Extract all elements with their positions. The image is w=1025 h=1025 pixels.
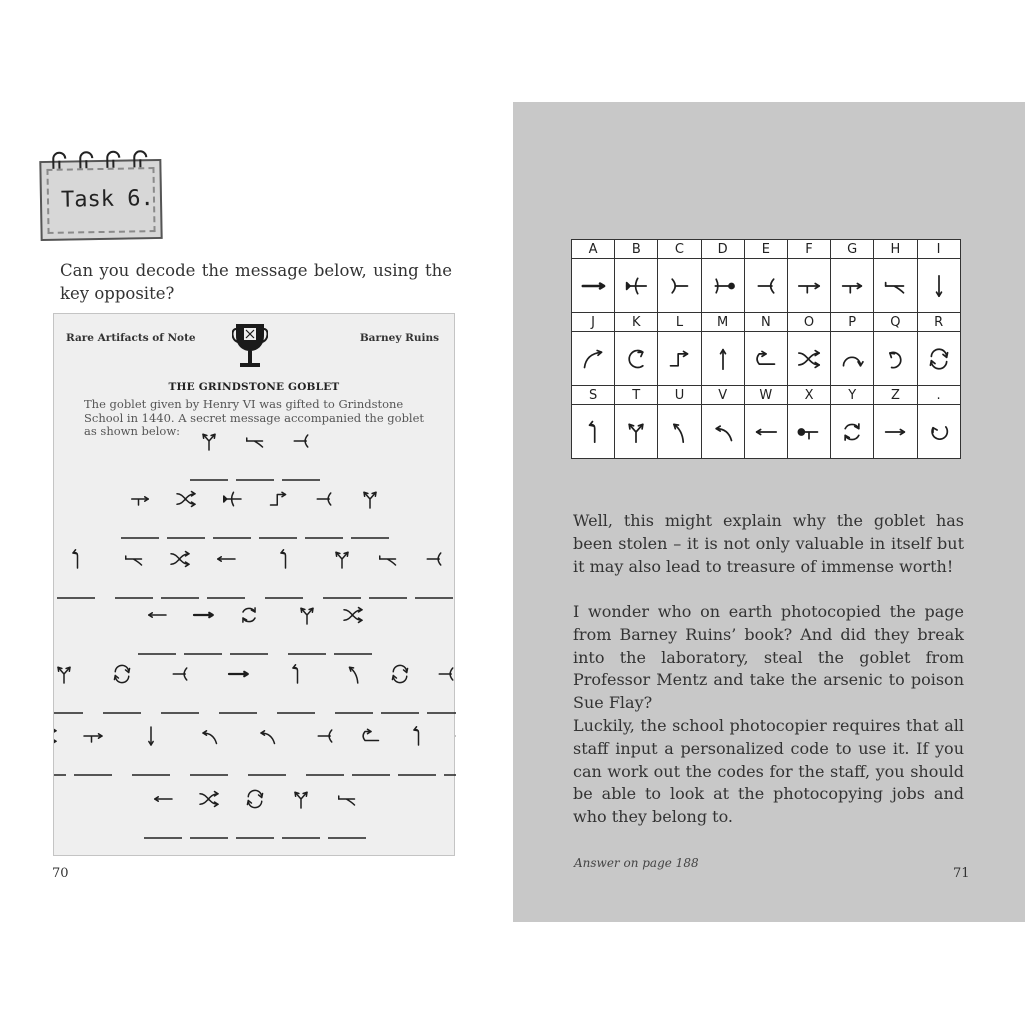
key-symbol [744,332,787,386]
cipher-glyph-icon [576,342,610,376]
key-symbol [701,259,744,313]
key-symbol [874,332,917,386]
cipher-symbol [271,492,286,505]
cipher-symbol [126,556,142,565]
cipher-glyph-icon [792,269,826,303]
cipher-symbol [132,497,149,505]
cipher-symbol [243,608,255,622]
cipher-message [54,314,456,857]
key-symbol [874,405,917,459]
key-symbol [787,405,830,459]
key-symbol [917,259,960,313]
key-symbol [615,332,658,386]
cipher-symbol [392,665,407,682]
cipher-symbol [218,557,235,561]
key-letter: C [658,240,701,259]
cipher-glyph-icon [706,342,740,376]
cipher-symbol [114,665,129,682]
cipher-symbol [439,668,453,680]
key-letter: V [701,386,744,405]
key-letter: S [572,386,615,405]
cipher-glyph-icon [792,342,826,376]
paragraph-1: Well, this might explain why the goblet has been stolen – it is not only valuable in itself but it may also lead to treasure of immense worth! [573,511,964,576]
cipher-symbol [336,552,348,568]
key-symbol [658,259,701,313]
key-symbol [787,259,830,313]
cipher-glyph-icon [576,415,610,449]
key-letter: . [917,386,960,405]
book-clipping [53,313,455,856]
key-letter: U [658,386,701,405]
key-letter: E [744,240,787,259]
cipher-symbol [171,552,189,567]
cipher-glyph-icon [878,342,912,376]
key-letter: A [572,240,615,259]
key-letter: L [658,313,701,332]
cipher-symbol [229,672,248,676]
cipher-glyph-icon [922,415,956,449]
key-letter: N [744,313,787,332]
key-symbol [787,332,830,386]
key-symbol [658,405,701,459]
cipher-glyph-icon [835,342,869,376]
cipher-symbol [224,492,241,506]
cipher-symbol [149,613,166,617]
key-letter: B [615,240,658,259]
left-page [0,0,512,1025]
key-symbol-row [572,332,961,386]
key-letter: H [874,240,917,259]
cipher-symbol [200,792,218,807]
cipher-symbol [155,797,172,801]
cipher-glyph-icon [749,415,783,449]
cipher-symbol [339,796,355,805]
cipher-symbol [203,731,217,744]
cipher-symbol [203,434,215,450]
key-letter: Y [831,386,874,405]
cipher-glyph-icon [619,342,653,376]
key-letter: X [787,386,830,405]
cipher-glyph-icon [576,269,610,303]
key-symbol [701,332,744,386]
cipher-symbol [301,608,313,624]
cipher-glyph-icon [619,415,653,449]
task-question: Can you decode the message below, using the key opposite? [60,261,452,303]
cipher-symbol [261,731,275,744]
cipher-symbol [363,729,378,740]
cipher-symbol [58,667,70,683]
cipher-symbol [427,553,441,565]
page-number-left: 70 [52,866,69,881]
key-letter: M [701,313,744,332]
clipping-text: The goblet given by Henry VI was gifted to Grindstone School in 1440. A secret message accompanied the goblet as shown below: [84,397,425,438]
clipping-title: THE GRINDSTONE GOBLET [168,381,340,393]
paragraph-2: I wonder who on earth photocopied the page from Barney Ruins’ book? And did they break into the laboratory, steal the goblet from Professor Mentz and take the arsenic to poison Sue Flay? [573,602,964,713]
task-title: Task 6. [60,186,154,213]
cipher-symbol [73,550,78,568]
key-letter: P [831,313,874,332]
cipher-symbol [350,667,358,683]
key-letter: K [615,313,658,332]
key-letter: G [831,240,874,259]
key-letter-row [572,386,961,405]
cipher-glyph-icon [878,415,912,449]
cipher-symbol [293,665,298,683]
cipher-glyph-icon [835,415,869,449]
cipher-symbol [317,493,331,505]
cipher-glyph-icon [835,269,869,303]
cipher-glyph-icon [662,269,696,303]
cipher-glyph-icon [922,342,956,376]
page-number-right: 71 [953,866,970,881]
answer-reference: Answer on page 188 [574,856,699,870]
key-letter: D [701,240,744,259]
key-symbol [572,405,615,459]
key-symbol [831,405,874,459]
right-page [513,102,1025,922]
cipher-symbol [54,729,56,744]
cipher-glyph-icon [749,342,783,376]
key-symbol [701,405,744,459]
cipher-symbol [295,792,307,808]
cipher-glyph-icon [792,415,826,449]
key-letter: F [787,240,830,259]
key-symbol [917,332,960,386]
cipher-glyph-icon [749,269,783,303]
key-symbol [615,259,658,313]
key-letter-row [572,240,961,259]
task-tag [39,159,162,241]
cipher-symbol [344,608,362,623]
cipher-symbol [194,613,213,617]
key-letter: I [917,240,960,259]
key-symbol [917,405,960,459]
key-symbol [658,332,701,386]
clipping-author: Barney Ruins [359,332,439,344]
cipher-symbol [364,492,376,508]
cipher-symbol [173,668,187,680]
key-letter-row [572,313,961,332]
cipher-symbol [149,727,153,745]
key-letter: T [615,386,658,405]
cipher-symbol [84,734,102,742]
clipping-series-title: Rare Artifacts of Note [66,332,196,344]
cipher-glyph-icon [706,269,740,303]
cipher-symbol [281,550,286,568]
key-symbol [744,405,787,459]
key-letter: Z [874,386,917,405]
cipher-glyph-icon [662,415,696,449]
cipher-symbol [318,730,332,742]
key-letter: R [917,313,960,332]
cipher-symbol [247,790,262,807]
key-letter: J [572,313,615,332]
cipher-glyph-icon [619,269,653,303]
key-symbol [874,259,917,313]
cipher-symbol [247,438,263,447]
key-symbol-row [572,405,961,459]
key-symbol [572,259,615,313]
key-symbol [831,259,874,313]
cipher-symbol [294,435,308,447]
cipher-key-table [571,239,961,459]
cipher-glyph-icon [706,415,740,449]
cipher-symbol [177,492,195,507]
paragraph-3: Luckily, the school photocopier requires that all staff input a personalized code to use it. If you can work out the codes for the staff, you should be able to look at the photocopying jobs and who they belong to. [573,716,964,827]
key-symbol [831,332,874,386]
cipher-glyph-icon [662,342,696,376]
key-symbol [572,332,615,386]
key-symbol [744,259,787,313]
cipher-symbol [414,727,419,745]
key-letter: Q [874,313,917,332]
cipher-glyph-icon [922,269,956,303]
cipher-glyph-icon [878,269,912,303]
key-symbol-row [572,259,961,313]
key-symbol [615,405,658,459]
cipher-symbol [380,556,396,565]
key-letter: W [744,386,787,405]
key-letter: O [787,313,830,332]
